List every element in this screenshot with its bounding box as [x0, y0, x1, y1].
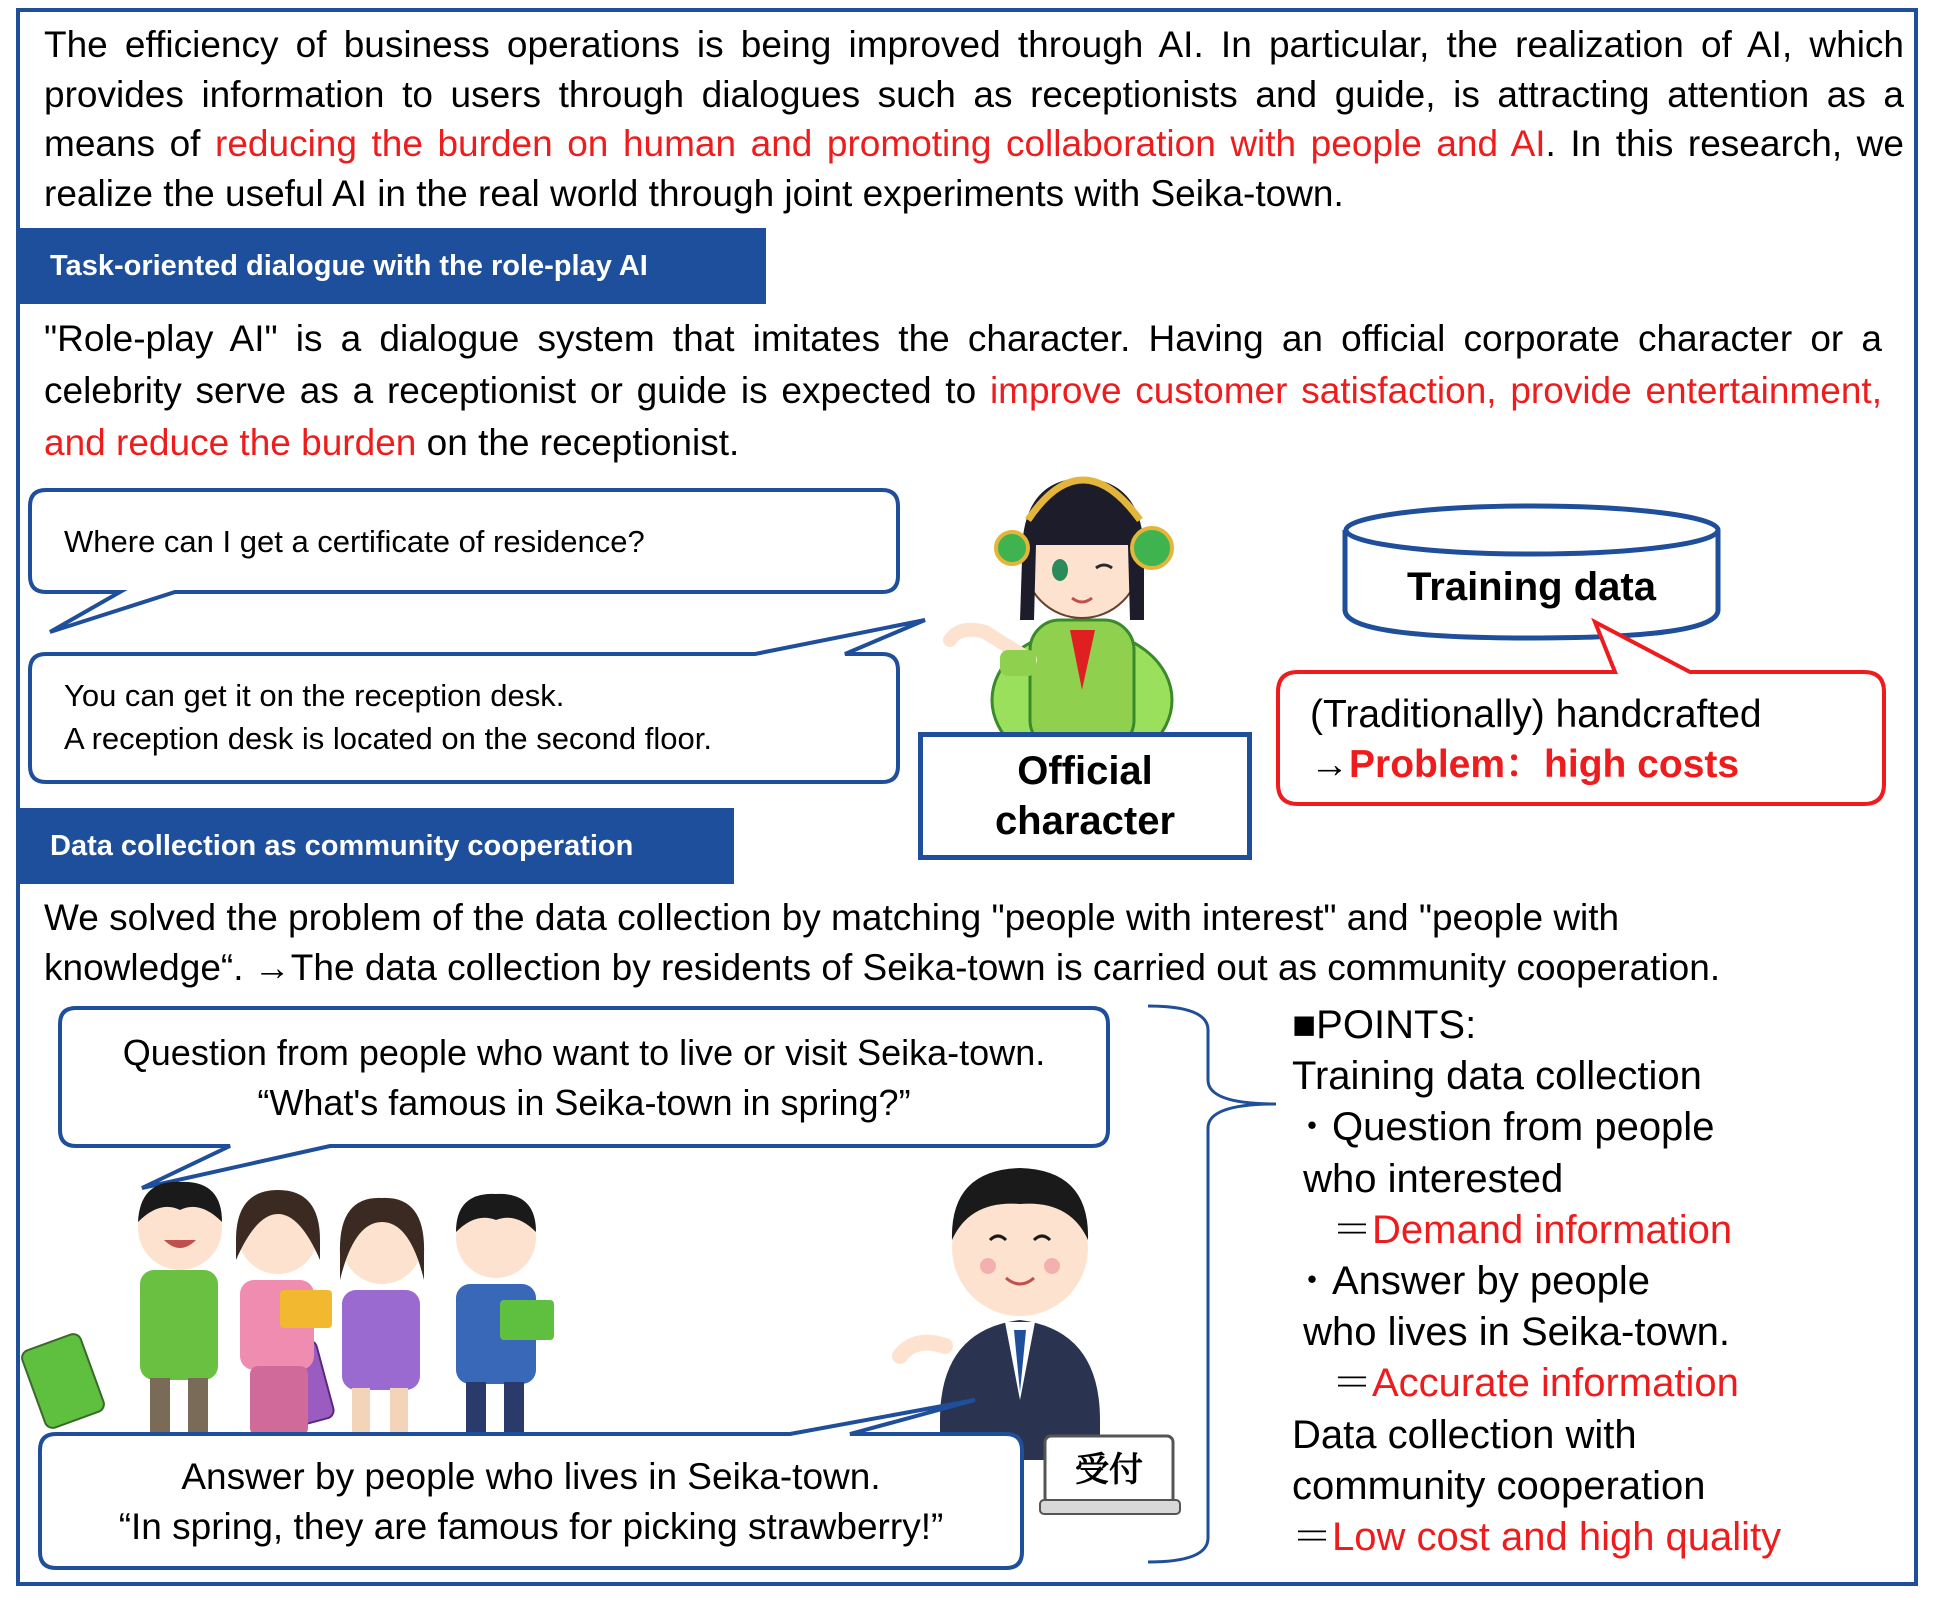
intro-text-2: . In this research, we realize the useful AI in the real world through joint experiments with Seika-town. — [44, 123, 1904, 214]
character-label-line1: Official — [1017, 749, 1153, 793]
section1-text-1: "Role-play AI" is a dialogue system that imitates the character. Having an official corporate character or a celebrity serve as a receptionist or guide is expected to — [44, 318, 1882, 411]
section2-header-text: Data collection as community cooperation — [50, 829, 634, 862]
answer-line1-s2: Answer by people who lives in Seika-town. — [181, 1456, 881, 1497]
answer-bubble-s1-text — [64, 674, 712, 760]
problem-arrow: → — [1310, 743, 1349, 786]
points-line-1: Training data collection — [1292, 1054, 1702, 1099]
answer-line2-s1: A reception desk is located on the second floor. — [64, 721, 712, 756]
training-data-label — [1345, 562, 1718, 612]
official-character-label — [918, 732, 1252, 860]
answer-line2-s2: “In spring, they are famous for picking strawberry!” — [118, 1506, 944, 1547]
question-text-s1: Where can I get a certificate of residence? — [64, 524, 645, 559]
section1-header-text: Task-oriented dialogue with the role-play AI — [50, 249, 648, 282]
points-line-9: community cooperation — [1292, 1463, 1706, 1508]
points-demand-information: Demand information — [1372, 1207, 1733, 1252]
intro-text-1: The efficiency of business operations is being improved through AI. In particular, the realization of AI, which provides information to users through dialogues such as receptionists and guide, is attracting attention as a means of — [44, 24, 1904, 164]
points-title: ■POINTS: — [1292, 1003, 1477, 1047]
question-bubble-s2-text — [60, 1028, 1108, 1128]
points-line-8: Data collection with — [1292, 1412, 1637, 1457]
points-low-cost-high-quality: Low cost and high quality — [1332, 1515, 1782, 1560]
section2-line1: We solved the problem of the data collection by matching "people with interest" and "people with — [44, 897, 1620, 938]
points-line-3: who interested — [1292, 1156, 1564, 1201]
problem-text: Problem：high costs — [1349, 743, 1740, 786]
points-line-7-prefix: ＝ — [1292, 1361, 1372, 1406]
intro-highlight: reducing the burden on human and promoting collaboration with people and AI — [215, 123, 1546, 164]
section2-line2: knowledge“. →The data collection by residents of Seika-town is carried out as community cooperation. — [44, 946, 1721, 988]
points-list — [1292, 1000, 1912, 1563]
question-bubble-s1-text — [64, 520, 645, 563]
answer-bubble-s2-text — [40, 1452, 1022, 1552]
points-line-5: ・Answer by people — [1292, 1259, 1650, 1304]
official-character-illustration — [950, 478, 1172, 770]
receptionist-illustration — [900, 1168, 1100, 1460]
answer-line1-s1: You can get it on the reception desk. — [64, 678, 565, 713]
section1-highlight: improve customer satisfaction, provide entertainment, and reduce the burden — [44, 370, 1882, 463]
points-accurate-information: Accurate information — [1372, 1361, 1739, 1406]
character-label-line2: character — [994, 799, 1176, 843]
section1-text-2: on the receptionist. — [416, 422, 740, 463]
handcrafted-text: (Traditionally) handcrafted — [1310, 693, 1762, 736]
tourists-illustration — [20, 1182, 554, 1458]
desk-sign-label: 受付 — [1075, 1450, 1143, 1490]
points-line-2: ・Question from people — [1292, 1105, 1715, 1150]
points-line-4-prefix: ＝ — [1292, 1207, 1372, 1252]
points-line-10-prefix: ＝ — [1292, 1515, 1332, 1560]
problem-bubble-text — [1310, 690, 1762, 790]
question-line1-s2: Question from people who want to live or visit Seika-town. — [122, 1032, 1046, 1073]
training-data-text: Training data — [1407, 565, 1656, 609]
question-line2-s2: “What's famous in Seika-town in spring?” — [257, 1082, 911, 1123]
desk-sign-text — [1045, 1446, 1173, 1494]
points-line-6: who lives in Seika-town. — [1292, 1310, 1730, 1355]
